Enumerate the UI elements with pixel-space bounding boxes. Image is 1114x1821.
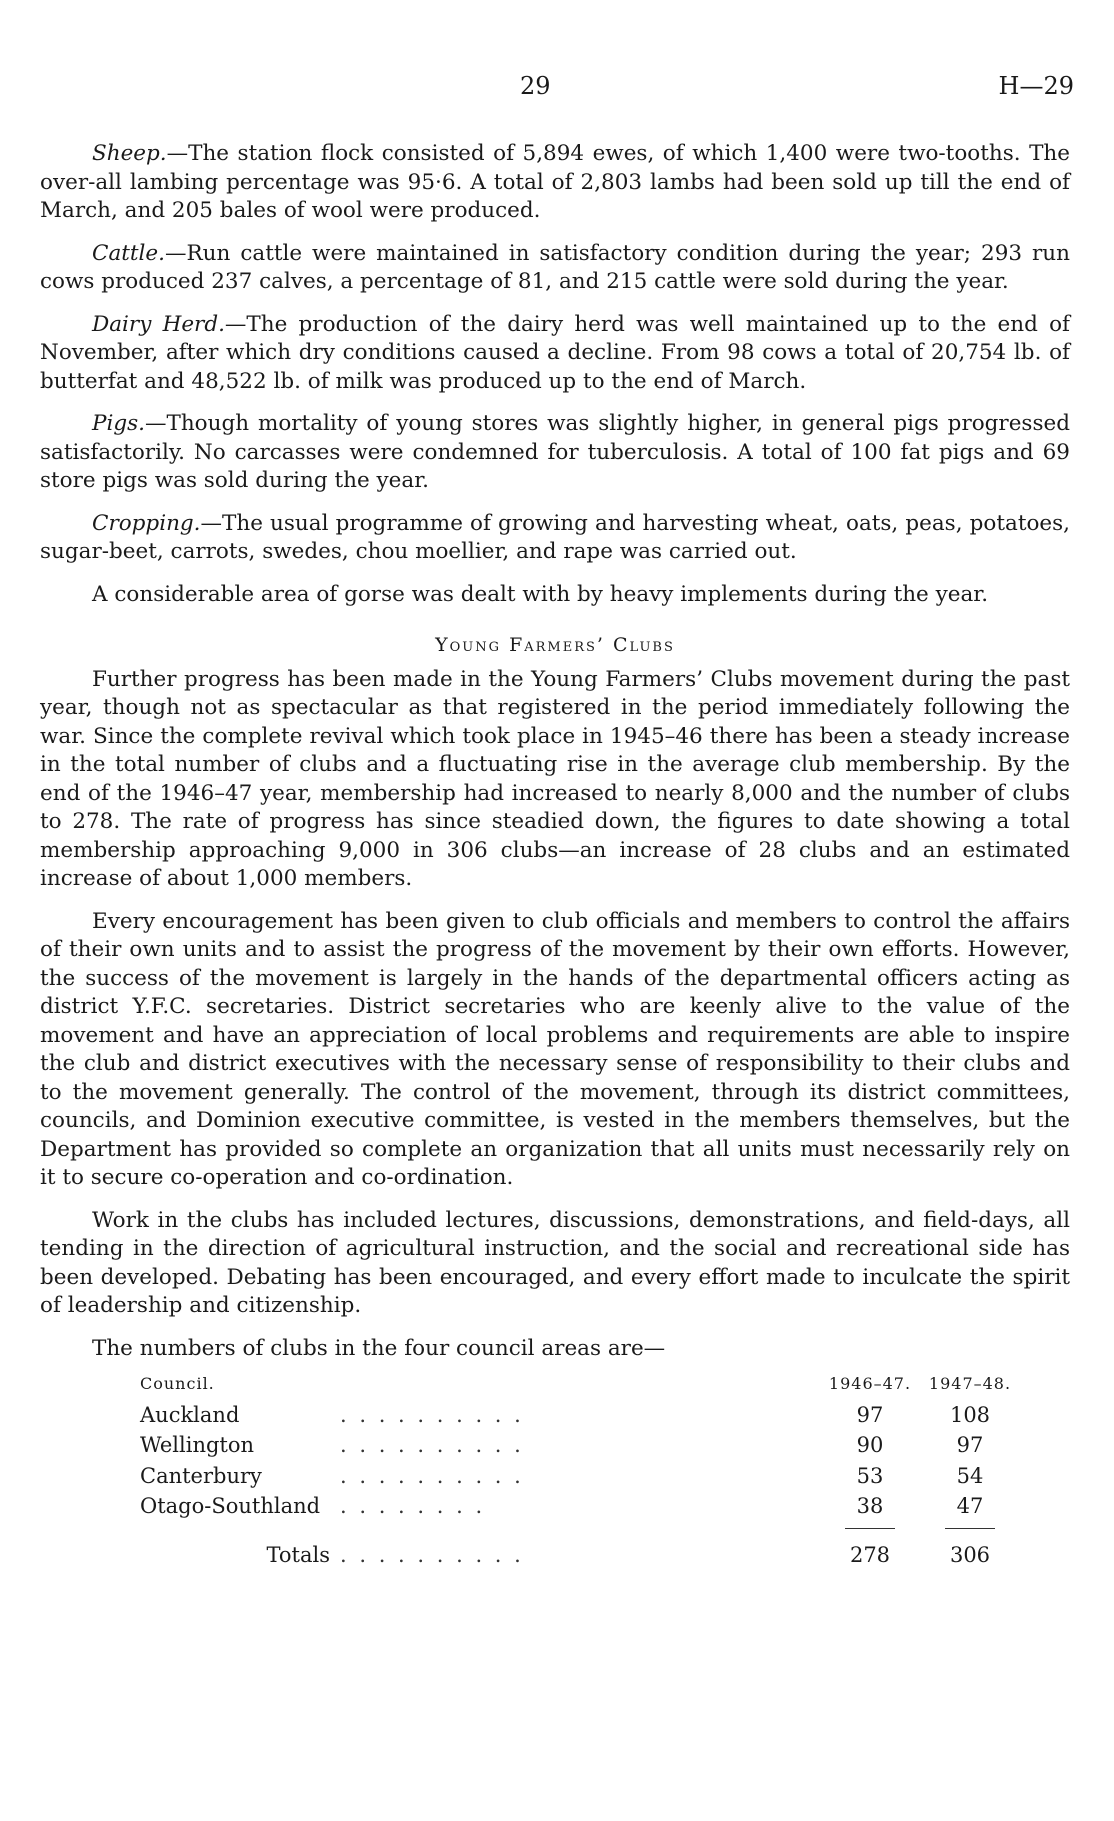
- document-reference: H—29: [998, 72, 1074, 100]
- council-clubs-table: [140, 1369, 1020, 1570]
- paragraph-text: —The production of the dairy herd was well maintained up to the end of November, after which dry conditions caused a decline. From 98 cows a total of 20,754 lb. of butterfat and 48,522 lb. of milk was produced up to the end of March.: [40, 311, 1070, 394]
- value-1946-47: 97: [856, 1402, 884, 1427]
- total-1946-47: 278: [849, 1542, 891, 1567]
- page-header: [0, 72, 1114, 112]
- paragraph-lead: Dairy Herd.: [92, 311, 225, 337]
- section-paragraph: Further progress has been made in the Young Farmers’ Clubs movement during the past year, though not as spectacular as that registered in the period immediately following the war. Since the complete revival which took place in 1945–46 there has been a steady increase in the total number of clubs and a fluctuating rise in the average club membership. By the end of the 1946–47 year, membership had increased to nearly 8,000 and the number of clubs to 278. The rate of progress has since steadied down, the figures to date showing a total membership approaching 9,000 in 306 clubs—an increase of 28 clubs and an estimated increase of about 1,000 members.: [40, 666, 1070, 891]
- paragraph-cropping: [40, 510, 1070, 567]
- leader-dots: . . . . . . . . . .: [340, 1433, 524, 1457]
- totals-label: Totals: [266, 1542, 330, 1567]
- column-header-1947-48: 1947–48.: [928, 1374, 1012, 1393]
- paragraph-lead: Cropping.: [92, 510, 201, 536]
- paragraph-text: A considerable area of gorse was dealt with by heavy implements during the year.: [92, 581, 989, 607]
- section-paragraph: Work in the clubs has included lectures, discussions, demonstrations, and field-days, all tending in the direction of agricultural instruction, and the social and recreational side has been developed. Debating has been encouraged, and every effort made to inculcate the spirit of leadership and citizenship.: [40, 1207, 1070, 1318]
- table-row: [140, 1461, 1020, 1492]
- table-row: [140, 1491, 1020, 1522]
- council-name: Wellington: [140, 1433, 255, 1457]
- paragraph-lead: Sheep.: [92, 141, 167, 166]
- leader-dots: . . . . . . . . . .: [340, 1402, 524, 1427]
- paragraph-text: —Run cattle were maintained in satisfactory condition during the year; 293 run cows produced 237 calves, a percentage of 81, and 215 cattle were sold during the year.: [40, 240, 1070, 294]
- paragraph-text: —Though mortality of young stores was slightly higher, in general pigs progressed satisfactorily. No carcasses were condemned for tuberculosis. A total of 100 fat pigs and 69 store pigs was sold during the year.: [40, 411, 1070, 493]
- table-rule-row: [140, 1522, 1020, 1533]
- council-name: Auckland: [140, 1402, 240, 1427]
- section-paragraph: Every encouragement has been given to club officials and members to control the affairs of their own units and to assist the progress of the movement by their own efforts. However, the success of the movement is largely in the hands of the departmental officers acting as district Y.F.C. secretaries. District secretaries who are keenly alive to the value of the movement and have an appreciation of local problems and requirements are able to inspire the club and district executives with the necessary sense of responsibility to their clubs and to the movement generally. The control of the movement, through its district committees, councils, and Dominion executive committee, is vested in the members themselves, but the Department has provided so complete an organization that all units must necessarily rely on it to secure co-operation and co-ordination.: [40, 908, 1070, 1190]
- value-1947-48: 47: [956, 1494, 984, 1518]
- paragraph-lead: Pigs.: [92, 411, 145, 436]
- total-1947-48: 306: [949, 1542, 991, 1567]
- column-header-council: Council.: [140, 1374, 215, 1393]
- table-total-row: [140, 1533, 1020, 1571]
- sum-rule: [845, 1528, 895, 1529]
- table-header-row: [140, 1369, 1020, 1400]
- paragraph-sheep: [40, 140, 1070, 226]
- document-body: [40, 140, 1070, 1570]
- paragraph-text: —The usual programme of growing and harvesting wheat, oats, peas, potatoes, sugar-beet, carrots, swedes, chou moellier, and rape was carried out.: [40, 510, 1070, 564]
- council-name: Otago-Southland: [140, 1494, 321, 1518]
- paragraph-text: —The station flock consisted of 5,894 ewes, of which 1,400 were two-tooths. The over-all lambing percentage was 95·6. A total of 2,803 lambs had been sold up till the end of March, and 205 bales of wool were produced.: [40, 141, 1070, 223]
- table-row: [140, 1400, 1020, 1431]
- table-intro: The numbers of clubs in the four council areas are—: [92, 1335, 666, 1361]
- value-1946-47: 53: [856, 1463, 884, 1488]
- value-1947-48: 54: [956, 1463, 984, 1488]
- value-1946-47: 38: [856, 1494, 884, 1518]
- table-row: [140, 1430, 1020, 1461]
- sum-rule: [945, 1528, 995, 1529]
- section-heading: Young Farmers’ Clubs: [435, 634, 675, 656]
- value-1947-48: 97: [956, 1433, 984, 1457]
- leader-dots: . . . . . . . .: [340, 1494, 486, 1518]
- value-1946-47: 90: [856, 1433, 884, 1457]
- leader-dots: . . . . . . . . . .: [340, 1542, 524, 1567]
- paragraph-dairy-herd: [40, 311, 1070, 397]
- paragraph-cattle: [40, 240, 1070, 297]
- column-header-1946-47: 1946–47.: [828, 1374, 912, 1393]
- paragraph-pigs: [40, 410, 1070, 496]
- council-name: Canterbury: [140, 1463, 262, 1488]
- value-1947-48: 108: [949, 1402, 991, 1427]
- leader-dots: . . . . . . . . . .: [340, 1463, 524, 1488]
- paragraph-lead: Cattle.: [92, 240, 165, 266]
- page-number: 29: [520, 72, 551, 100]
- paragraph-gorse: [40, 581, 1070, 610]
